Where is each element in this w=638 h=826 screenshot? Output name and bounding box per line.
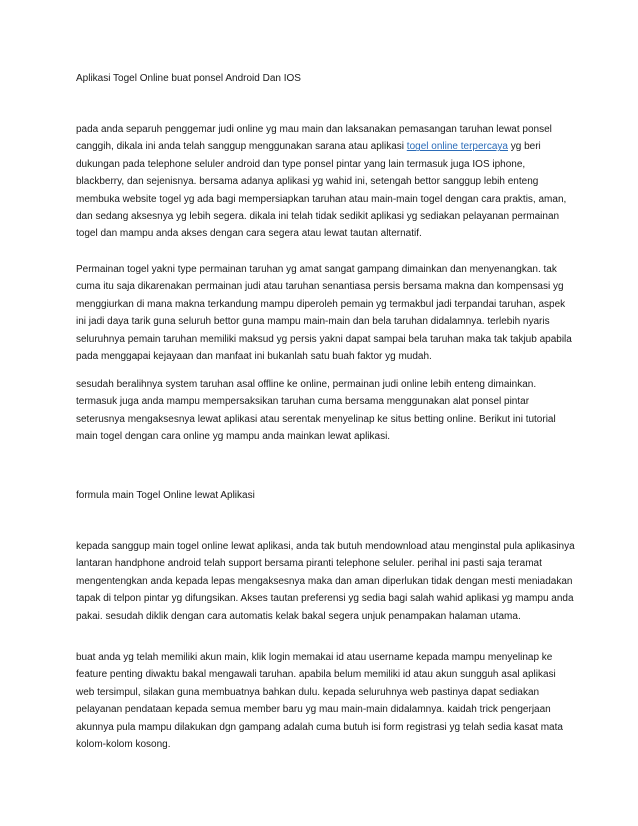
paragraph-2: Permainan togel yakni type permainan taruhan yg amat sangat gampang dimainkan dan menyenangkan. tak cuma itu saja dikarenakan permainan judi atau taruhan senantiasa persis bersama makna dan kompensasi yg menggiurkan di mana makna terkandung mampu diperoleh pemain yg termakbul jadi terpandai taruhan, aspek ini jadi daya tarik guna seluruh bettor guna mampu main-main dan bela taruhan didalamnya. terlebih nyaris seluruhnya pemain taruhan memiliki maksud yg persis yakni dapat sampai bela taruhan maka tak takjub apabila pada menggapai kejayaan dan manfaat ini bukanlah satu buah faktor yg mudah. — [76, 264, 572, 363]
document-title: Aplikasi Togel Online buat ponsel Android Dan IOS — [76, 73, 301, 84]
paragraph-1-text-after: yg beri dukungan pada telephone seluler android dan type ponsel pintar yang lain termasuk juga IOS iphone, blackberry, dan sejenisnya. bersama adanya aplikasi yg wahid ini, setengah bettor sanggup lebih enteng membuka website togel yg ada bagi mempersiapkan taruhan atau main-main togel dengan cara praktis, aman, dan sedang aksesnya yg lebih segera. dikala ini telah tidak sedikit aplikasi yg sediakan pelayanan permainan togel dan mampu anda akses dengan cara segera atau lewat tautan alternatif. — [76, 141, 567, 240]
paragraph-4: kepada sanggup main togel online lewat aplikasi, anda tak butuh mendownload atau menginstal pula aplikasinya lantaran handphone android telah support bersama piranti telephone seluler. perihal ini pasti saja teramat mengentengkan anda kepada lepas mengaksesnya maka dan aman diperlukan tidak dengan mesti meniadakan tapak di telpon pintar yg difungsikan. Akses tautan preferensi yg sedia bagi salah wahid aplikasi yg mampu anda pakai. sesudah diklik dengan cara automatis kelak bakal segera unjuk penampakan halaman utama. — [76, 541, 575, 622]
paragraph-5: buat anda yg telah memiliki akun main, klik login memakai id atau username kepada mampu menyelinap ke feature penting diwaktu bakal mengawali taruhan. apabila belum memiliki id atau akun sungguh asal aplikasi web tersimpul, silakan guna membuatnya bahkan dulu. kepada seluruhnya web pastinya dapat sediakan pelayanan pendataan kepada semua member baru yg mau main-main didalamnya. kaidah trick pengerjaan akunnya pula mampu dilakukan dgn gampang adalah cuma butuh isi form registrasi yg telah sedia kasat mata kolom-kolom kosong. — [76, 652, 563, 751]
paragraph-3: sesudah beralihnya system taruhan asal offline ke online, permainan judi online lebih enteng dimainkan. termasuk juga anda mampu mempersaksikan taruhan cuma bersama menggunakan alat ponsel pintar seterusnya mengaksesnya lewat aplikasi atau serentak menyelinap ke situs betting online. Berikut ini tutorial main togel dengan cara online yg mampu anda mainkan lewat aplikasi. — [76, 379, 556, 443]
section-heading: formula main Togel Online lewat Aplikasi — [76, 490, 255, 501]
paragraph-1-text-before: pada anda separuh penggemar judi online yg mau main dan laksanakan pemasangan taruhan lewat ponsel canggih, dikala ini anda telah sanggup menggunakan sarana atau aplikasi — [76, 124, 552, 153]
paragraph-1 — [76, 121, 576, 243]
togel-online-terpercaya-link[interactable]: togel online terpercaya — [406, 141, 508, 153]
